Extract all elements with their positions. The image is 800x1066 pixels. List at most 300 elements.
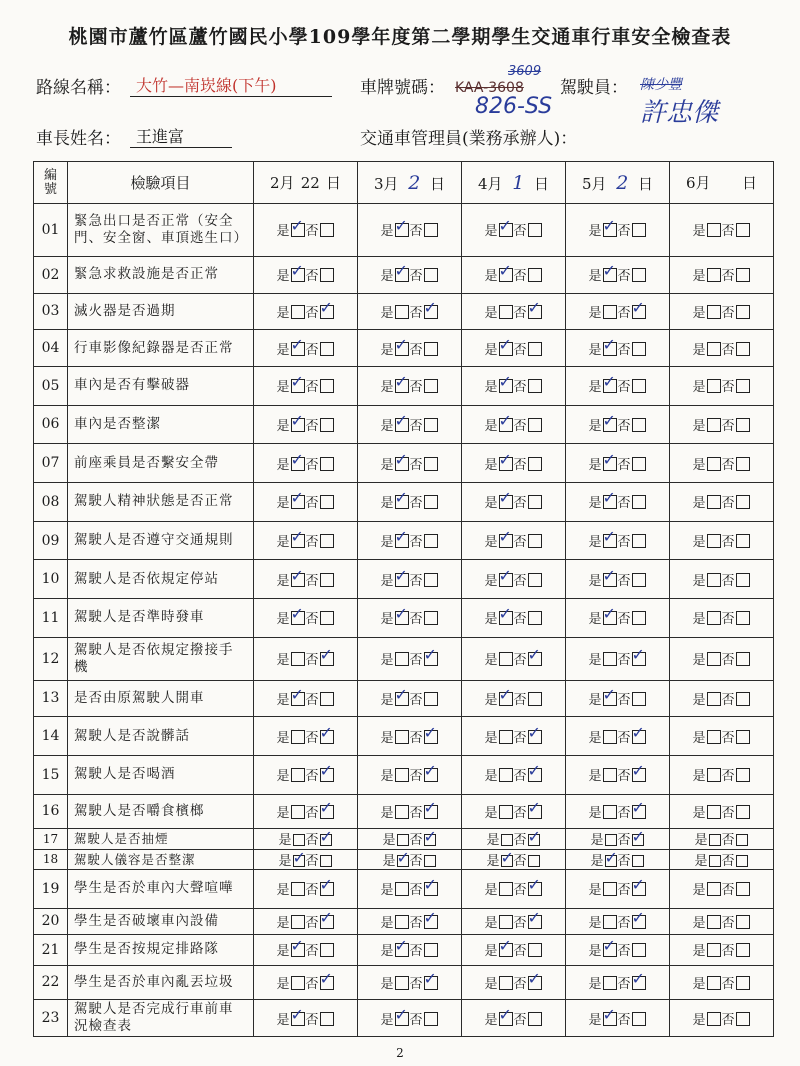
check-cell xyxy=(254,637,358,680)
yes-checkbox[interactable] xyxy=(291,495,305,509)
yes-checkbox[interactable] xyxy=(499,652,513,666)
yes-checkbox[interactable] xyxy=(707,379,721,393)
no-checkbox[interactable] xyxy=(736,305,750,319)
no-checkbox[interactable] xyxy=(632,976,646,990)
no-checkbox[interactable] xyxy=(632,223,646,237)
no-checkbox[interactable] xyxy=(424,855,436,867)
yes-checkbox[interactable] xyxy=(709,834,721,846)
yes-checkbox[interactable] xyxy=(395,805,409,819)
yes-checkbox[interactable] xyxy=(395,268,409,282)
yes-checkbox[interactable] xyxy=(291,692,305,706)
no-checkbox[interactable] xyxy=(528,730,542,744)
yes-checkbox[interactable] xyxy=(291,534,305,548)
no-checkbox[interactable] xyxy=(424,611,438,625)
no-checkbox[interactable] xyxy=(424,534,438,548)
no-checkbox[interactable] xyxy=(424,223,438,237)
no-checkbox[interactable] xyxy=(736,834,748,846)
yes-checkbox[interactable] xyxy=(291,1012,305,1026)
no-label: 否 xyxy=(721,769,735,785)
check-cell xyxy=(566,293,670,330)
yes-checkbox[interactable] xyxy=(499,223,513,237)
no-checkbox[interactable] xyxy=(632,342,646,356)
yes-checkbox[interactable] xyxy=(499,418,513,432)
no-checkbox[interactable] xyxy=(424,730,438,744)
yes-checkbox[interactable] xyxy=(603,573,617,587)
no-checkbox[interactable] xyxy=(736,268,750,282)
no-checkbox[interactable] xyxy=(424,692,438,706)
yes-checkbox[interactable] xyxy=(707,342,721,356)
yes-label: 是 xyxy=(484,976,498,992)
no-checkbox[interactable] xyxy=(320,1012,334,1026)
no-checkbox[interactable] xyxy=(320,943,334,957)
no-label: 否 xyxy=(513,833,527,849)
yes-checkbox[interactable] xyxy=(499,305,513,319)
no-checkbox[interactable] xyxy=(528,1012,542,1026)
no-checkbox[interactable] xyxy=(736,976,750,990)
yes-checkbox[interactable] xyxy=(395,223,409,237)
yes-label: 是 xyxy=(276,418,290,434)
yes-label: 是 xyxy=(484,573,498,589)
no-checkbox[interactable] xyxy=(424,342,438,356)
yes-checkbox[interactable] xyxy=(395,342,409,356)
yes-checkbox[interactable] xyxy=(395,495,409,509)
no-checkbox[interactable] xyxy=(424,915,438,929)
no-label: 否 xyxy=(305,915,319,931)
yes-checkbox[interactable] xyxy=(499,882,513,896)
check-cell xyxy=(566,521,670,560)
no-checkbox[interactable] xyxy=(632,692,646,706)
no-checkbox[interactable] xyxy=(632,379,646,393)
no-checkbox[interactable] xyxy=(424,834,436,846)
no-checkbox[interactable] xyxy=(320,379,334,393)
yes-checkbox[interactable] xyxy=(291,882,305,896)
yes-checkbox[interactable] xyxy=(395,730,409,744)
yes-checkbox[interactable] xyxy=(499,915,513,929)
row-item: 學生是否破壞車內設備 xyxy=(68,908,254,934)
table-row xyxy=(34,849,774,869)
no-checkbox[interactable] xyxy=(736,730,750,744)
yes-checkbox[interactable] xyxy=(291,915,305,929)
yes-checkbox[interactable] xyxy=(291,976,305,990)
no-checkbox[interactable] xyxy=(632,730,646,744)
yes-checkbox[interactable] xyxy=(603,915,617,929)
check-cell xyxy=(462,1000,566,1037)
row-item: 學生是否於車內亂丟垃圾 xyxy=(68,965,254,1000)
row-item: 駕駛人是否遵守交通規則 xyxy=(68,521,254,560)
yes-checkbox[interactable] xyxy=(395,692,409,706)
yes-checkbox[interactable] xyxy=(395,976,409,990)
yes-checkbox[interactable] xyxy=(707,692,721,706)
no-checkbox[interactable] xyxy=(736,943,750,957)
yes-checkbox[interactable] xyxy=(707,882,721,896)
no-checkbox[interactable] xyxy=(320,268,334,282)
no-checkbox[interactable] xyxy=(528,976,542,990)
no-checkbox[interactable] xyxy=(632,573,646,587)
check-cell xyxy=(566,366,670,405)
no-checkbox[interactable] xyxy=(320,534,334,548)
no-checkbox[interactable] xyxy=(320,805,334,819)
no-checkbox[interactable] xyxy=(528,652,542,666)
no-checkbox[interactable] xyxy=(320,768,334,782)
no-checkbox[interactable] xyxy=(528,692,542,706)
yes-checkbox[interactable] xyxy=(603,223,617,237)
no-checkbox[interactable] xyxy=(320,730,334,744)
yes-checkbox[interactable] xyxy=(499,534,513,548)
check-cell xyxy=(254,599,358,638)
yes-checkbox[interactable] xyxy=(293,855,305,867)
no-checkbox[interactable] xyxy=(632,652,646,666)
no-checkbox[interactable] xyxy=(736,534,750,548)
no-checkbox[interactable] xyxy=(424,379,438,393)
yes-checkbox[interactable] xyxy=(395,882,409,896)
no-checkbox[interactable] xyxy=(424,943,438,957)
no-checkbox[interactable] xyxy=(632,834,644,846)
no-checkbox[interactable] xyxy=(320,882,334,896)
no-checkbox[interactable] xyxy=(632,534,646,548)
no-checkbox[interactable] xyxy=(320,692,334,706)
no-checkbox[interactable] xyxy=(736,611,750,625)
no-checkbox[interactable] xyxy=(528,305,542,319)
check-cell xyxy=(254,965,358,1000)
date-header xyxy=(566,162,670,204)
yes-checkbox[interactable] xyxy=(291,268,305,282)
yes-checkbox[interactable] xyxy=(291,305,305,319)
yes-checkbox[interactable] xyxy=(707,305,721,319)
yes-checkbox[interactable] xyxy=(291,457,305,471)
no-checkbox[interactable] xyxy=(320,976,334,990)
no-label: 否 xyxy=(721,612,735,628)
manager-label: 交通車管理員(業務承辦人)： xyxy=(360,129,578,149)
no-checkbox[interactable] xyxy=(528,418,542,432)
row-number: 15 xyxy=(34,755,68,794)
yes-checkbox[interactable] xyxy=(499,611,513,625)
yes-checkbox[interactable] xyxy=(603,534,617,548)
no-checkbox[interactable] xyxy=(736,1012,750,1026)
date-day: 1 xyxy=(512,171,525,194)
no-checkbox[interactable] xyxy=(736,573,750,587)
yes-checkbox[interactable] xyxy=(499,495,513,509)
row-item: 駕駛人是否依規定停站 xyxy=(68,560,254,599)
no-checkbox[interactable] xyxy=(736,855,748,867)
no-checkbox[interactable] xyxy=(736,223,750,237)
no-checkbox[interactable] xyxy=(736,495,750,509)
no-checkbox[interactable] xyxy=(736,418,750,432)
yes-checkbox[interactable] xyxy=(603,305,617,319)
yes-label: 是 xyxy=(588,342,602,358)
no-checkbox[interactable] xyxy=(424,573,438,587)
yes-checkbox[interactable] xyxy=(603,768,617,782)
yes-checkbox[interactable] xyxy=(707,1012,721,1026)
table-row xyxy=(34,560,774,599)
check-cell xyxy=(566,444,670,483)
check-cell xyxy=(566,755,670,794)
yes-checkbox[interactable] xyxy=(707,768,721,782)
yes-checkbox[interactable] xyxy=(603,943,617,957)
yes-checkbox[interactable] xyxy=(707,652,721,666)
no-label: 否 xyxy=(305,269,319,285)
no-checkbox[interactable] xyxy=(320,652,334,666)
no-label: 否 xyxy=(409,833,423,849)
yes-checkbox[interactable] xyxy=(291,573,305,587)
no-checkbox[interactable] xyxy=(424,268,438,282)
yes-checkbox[interactable] xyxy=(499,768,513,782)
yes-checkbox[interactable] xyxy=(291,418,305,432)
yes-label: 是 xyxy=(276,769,290,785)
no-checkbox[interactable] xyxy=(528,495,542,509)
no-checkbox[interactable] xyxy=(424,305,438,319)
no-checkbox[interactable] xyxy=(424,976,438,990)
no-checkbox[interactable] xyxy=(736,379,750,393)
check-cell xyxy=(358,849,462,869)
no-checkbox[interactable] xyxy=(528,855,540,867)
yes-checkbox[interactable] xyxy=(395,418,409,432)
no-checkbox[interactable] xyxy=(528,342,542,356)
no-checkbox[interactable] xyxy=(632,915,646,929)
yes-checkbox[interactable] xyxy=(707,457,721,471)
yes-checkbox[interactable] xyxy=(605,834,617,846)
no-label: 否 xyxy=(305,342,319,358)
check-cell xyxy=(462,965,566,1000)
yes-checkbox[interactable] xyxy=(603,976,617,990)
no-label: 否 xyxy=(617,833,631,849)
yes-checkbox[interactable] xyxy=(395,943,409,957)
yes-checkbox[interactable] xyxy=(499,379,513,393)
no-checkbox[interactable] xyxy=(424,882,438,896)
no-checkbox[interactable] xyxy=(632,855,644,867)
yes-checkbox[interactable] xyxy=(603,611,617,625)
check-cell xyxy=(670,717,774,756)
no-checkbox[interactable] xyxy=(424,805,438,819)
no-checkbox[interactable] xyxy=(736,457,750,471)
check-cell xyxy=(462,560,566,599)
no-checkbox[interactable] xyxy=(320,305,334,319)
yes-checkbox[interactable] xyxy=(707,943,721,957)
no-checkbox[interactable] xyxy=(528,534,542,548)
check-cell xyxy=(566,680,670,717)
no-label: 否 xyxy=(721,976,735,992)
no-checkbox[interactable] xyxy=(632,1012,646,1026)
no-checkbox[interactable] xyxy=(528,268,542,282)
yes-checkbox[interactable] xyxy=(499,976,513,990)
yes-label: 是 xyxy=(692,342,706,358)
yes-checkbox[interactable] xyxy=(397,834,409,846)
no-checkbox[interactable] xyxy=(528,882,542,896)
yes-checkbox[interactable] xyxy=(707,223,721,237)
yes-checkbox[interactable] xyxy=(291,342,305,356)
no-checkbox[interactable] xyxy=(528,223,542,237)
yes-checkbox[interactable] xyxy=(291,379,305,393)
yes-checkbox[interactable] xyxy=(291,943,305,957)
no-label: 否 xyxy=(409,1012,423,1028)
yes-checkbox[interactable] xyxy=(291,611,305,625)
no-checkbox[interactable] xyxy=(424,457,438,471)
yes-checkbox[interactable] xyxy=(395,768,409,782)
no-checkbox[interactable] xyxy=(632,495,646,509)
yes-checkbox[interactable] xyxy=(291,768,305,782)
yes-checkbox[interactable] xyxy=(707,976,721,990)
yes-checkbox[interactable] xyxy=(395,573,409,587)
no-label: 否 xyxy=(617,1012,631,1028)
yes-label: 是 xyxy=(380,496,394,512)
no-checkbox[interactable] xyxy=(528,805,542,819)
no-label: 否 xyxy=(513,769,527,785)
yes-checkbox[interactable] xyxy=(603,730,617,744)
no-checkbox[interactable] xyxy=(320,342,334,356)
yes-checkbox[interactable] xyxy=(707,418,721,432)
yes-label: 是 xyxy=(276,612,290,628)
yes-checkbox[interactable] xyxy=(395,534,409,548)
no-checkbox[interactable] xyxy=(424,768,438,782)
yes-checkbox[interactable] xyxy=(707,268,721,282)
no-checkbox[interactable] xyxy=(528,915,542,929)
no-checkbox[interactable] xyxy=(528,457,542,471)
no-checkbox[interactable] xyxy=(320,573,334,587)
check-cell xyxy=(358,599,462,638)
yes-checkbox[interactable] xyxy=(603,805,617,819)
no-checkbox[interactable] xyxy=(736,915,750,929)
yes-checkbox[interactable] xyxy=(293,834,305,846)
date-suffix: 日 xyxy=(529,174,550,193)
table-row xyxy=(34,293,774,330)
no-checkbox[interactable] xyxy=(632,418,646,432)
no-checkbox[interactable] xyxy=(424,418,438,432)
yes-checkbox[interactable] xyxy=(291,730,305,744)
row-number: 11 xyxy=(34,599,68,638)
no-checkbox[interactable] xyxy=(736,768,750,782)
no-checkbox[interactable] xyxy=(320,457,334,471)
yes-label: 是 xyxy=(276,915,290,931)
yes-label: 是 xyxy=(484,418,498,434)
row-item: 緊急求救設施是否正常 xyxy=(68,256,254,293)
yes-checkbox[interactable] xyxy=(603,652,617,666)
yes-checkbox[interactable] xyxy=(395,611,409,625)
no-checkbox[interactable] xyxy=(320,915,334,929)
no-checkbox[interactable] xyxy=(424,495,438,509)
yes-checkbox[interactable] xyxy=(603,418,617,432)
check-cell xyxy=(254,256,358,293)
row-item: 駕駛人儀容是否整潔 xyxy=(68,849,254,869)
no-checkbox[interactable] xyxy=(736,805,750,819)
no-checkbox[interactable] xyxy=(320,418,334,432)
no-checkbox[interactable] xyxy=(632,305,646,319)
yes-checkbox[interactable] xyxy=(707,915,721,929)
no-checkbox[interactable] xyxy=(632,268,646,282)
yes-checkbox[interactable] xyxy=(499,692,513,706)
yes-checkbox[interactable] xyxy=(707,730,721,744)
no-checkbox[interactable] xyxy=(320,611,334,625)
yes-checkbox[interactable] xyxy=(603,495,617,509)
plate-old: KAA-3608 xyxy=(455,80,524,96)
date-header xyxy=(254,162,358,204)
no-checkbox[interactable] xyxy=(320,834,332,846)
no-label: 否 xyxy=(721,1012,735,1028)
yes-checkbox[interactable] xyxy=(395,379,409,393)
yes-checkbox[interactable] xyxy=(395,652,409,666)
yes-checkbox[interactable] xyxy=(603,342,617,356)
check-cell xyxy=(670,521,774,560)
yes-label: 是 xyxy=(276,692,290,708)
no-checkbox[interactable] xyxy=(528,379,542,393)
no-checkbox[interactable] xyxy=(528,834,540,846)
no-checkbox[interactable] xyxy=(632,805,646,819)
no-checkbox[interactable] xyxy=(736,652,750,666)
no-checkbox[interactable] xyxy=(736,692,750,706)
yes-label: 是 xyxy=(692,944,706,960)
yes-checkbox[interactable] xyxy=(707,495,721,509)
yes-checkbox[interactable] xyxy=(395,305,409,319)
check-cell xyxy=(254,869,358,908)
no-checkbox[interactable] xyxy=(632,943,646,957)
yes-checkbox[interactable] xyxy=(499,457,513,471)
no-checkbox[interactable] xyxy=(528,943,542,957)
check-cell xyxy=(566,637,670,680)
yes-checkbox[interactable] xyxy=(499,730,513,744)
yes-checkbox[interactable] xyxy=(603,882,617,896)
yes-checkbox[interactable] xyxy=(397,855,409,867)
yes-checkbox[interactable] xyxy=(605,855,617,867)
yes-checkbox[interactable] xyxy=(603,268,617,282)
no-checkbox[interactable] xyxy=(736,882,750,896)
no-label: 否 xyxy=(305,612,319,628)
route-label: 路線名稱： xyxy=(36,78,121,98)
no-label: 否 xyxy=(721,342,735,358)
no-checkbox[interactable] xyxy=(528,573,542,587)
no-checkbox[interactable] xyxy=(632,611,646,625)
yes-checkbox[interactable] xyxy=(603,692,617,706)
yes-checkbox[interactable] xyxy=(501,834,513,846)
yes-checkbox[interactable] xyxy=(499,1012,513,1026)
yes-checkbox[interactable] xyxy=(291,805,305,819)
yes-checkbox[interactable] xyxy=(499,342,513,356)
yes-checkbox[interactable] xyxy=(395,915,409,929)
yes-checkbox[interactable] xyxy=(709,855,721,867)
yes-checkbox[interactable] xyxy=(291,223,305,237)
yes-checkbox[interactable] xyxy=(707,534,721,548)
check-cell xyxy=(254,1000,358,1037)
no-checkbox[interactable] xyxy=(632,457,646,471)
date-month: 6月 xyxy=(685,174,716,192)
yes-label: 是 xyxy=(692,573,706,589)
yes-checkbox[interactable] xyxy=(499,573,513,587)
yes-checkbox[interactable] xyxy=(395,1012,409,1026)
yes-checkbox[interactable] xyxy=(291,652,305,666)
yes-checkbox[interactable] xyxy=(499,943,513,957)
yes-checkbox[interactable] xyxy=(499,805,513,819)
row-number: 12 xyxy=(34,637,68,680)
no-checkbox[interactable] xyxy=(320,495,334,509)
no-checkbox[interactable] xyxy=(632,882,646,896)
yes-checkbox[interactable] xyxy=(707,611,721,625)
no-checkbox[interactable] xyxy=(632,768,646,782)
yes-checkbox[interactable] xyxy=(707,573,721,587)
no-checkbox[interactable] xyxy=(528,768,542,782)
no-checkbox[interactable] xyxy=(528,611,542,625)
no-checkbox[interactable] xyxy=(320,223,334,237)
no-checkbox[interactable] xyxy=(424,652,438,666)
yes-checkbox[interactable] xyxy=(499,268,513,282)
yes-checkbox[interactable] xyxy=(603,1012,617,1026)
yes-checkbox[interactable] xyxy=(603,457,617,471)
yes-checkbox[interactable] xyxy=(501,855,513,867)
yes-checkbox[interactable] xyxy=(707,805,721,819)
no-checkbox[interactable] xyxy=(736,342,750,356)
yes-label: 是 xyxy=(588,1012,602,1028)
no-checkbox[interactable] xyxy=(320,855,332,867)
check-cell xyxy=(670,405,774,444)
yes-checkbox[interactable] xyxy=(395,457,409,471)
yes-checkbox[interactable] xyxy=(603,379,617,393)
no-checkbox[interactable] xyxy=(424,1012,438,1026)
